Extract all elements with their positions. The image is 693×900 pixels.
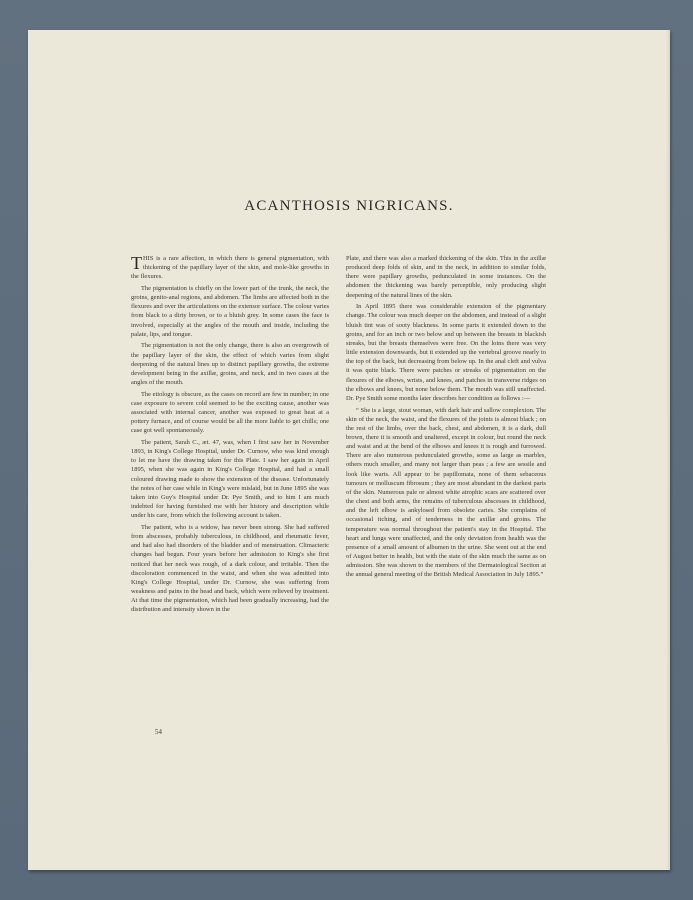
paragraph: Plate, and there was also a marked thickening of the skin. This in the axillæ produced deep folds of skin, and in the neck, in addition to similar folds, there were papillary growths, pedunculated in some instances. On the abdomen the thickening was barely perceptible, only producing slight deepening of the natural lines of the skin. (346, 255, 546, 299)
left-column (131, 254, 329, 617)
right-column (346, 254, 546, 582)
document-title: ACANTHOSIS NIGRICANS. (244, 198, 454, 214)
paragraph: In April 1895 there was considerable extension of the pigmentary change. The colour was much deeper on the abdomen, and instead of a slight bluish tint was of sooty blackness. In some parts it extended down to the groins, and for an inch or two below and up between the breasts in blackish streaks, but the breasts themselves were free. On the loins there was very little extension downwards, but it extended up the vertebral groove nearly to the top of the back, but decreasing from below up. In the anal cleft and vulva it was quite black. There were patches or streaks of pigmentation on the flexures of the elbows, wrists, and knees, and patches in transverse ridges on the elbows and knees, but none below them. The mouth was still unaffected. Dr. Pye Smith some months later describes her condition as follows :— (346, 303, 546, 402)
paragraph-text: HIS is a rare affection, in which there is general pigmentation, with thickening of the papillary layer of the skin, and mole-like growths in the flexures. (131, 255, 329, 281)
paper-sheet (28, 30, 670, 870)
paragraph: The patient, who is a widow, has never been strong. She had suffered from abscesses, probably tuberculous, in childhood, and rheumatic fever, and had also had disorders of the bladder and of menstruation. Climacteric changes had begun. Four years before her admission to King's she first noticed that her neck was rough, of a dark colour, and irritable. Then the discoloration commenced in the waist, and when she was admitted into King's College Hospital, under Dr. Curnow, she was suffering from weakness and pains in the head and back, which were relieved by treatment. At that time the pigmentation, which had been gradually increasing, had the distribution and intensity shown in the (131, 523, 329, 614)
paragraph: “ She is a large, stout woman, with dark hair and sallow complexion. The skin of the neck, the waist, and the flexures of the joints is almost black ; on the rest of the limbs, over the back, chest, and abdomen, it is a dark, dull brown, there it is smooth and unaltered, except in colour, but round the neck and waist and at the bend of the elbows and knees it is rough and furrowed. There are also numerous pedunculated growths, some as large as marbles, others much smaller, and many not larger than peas ; a few are sessile and look like warts. All appear to be papillomata, none of them sebaceous tumours or molluscum fibrosum ; they are most abundant in the darkest parts of the skin. Numerous pale or almost white atrophic scars are scattered over the chest and both arms, the remains of tuberculous abscesses in childhood, and the left elbow is ankylosed from obsolete caries. She complains of occasional itching, and of tenderness in the axillæ and groins. The temperature was normal throughout the patient's stay in the Hospital. The heart and lungs were unaffected, and the only deviation from health was the presence of a small amount of albumen in the urine. She went out at the end of August better in health, but with the state of the skin much the same as on admission. She was shown to the members of the Dermatological Section at the annual general meeting of the British Medical Association in July 1895.” (346, 406, 546, 579)
paragraph: The pigmentation is chiefly on the lower part of the trunk, the neck, the groins, genito-anal regions, and abdomen. The limbs are affected both in the flexures and over the articulations on the extensor surface. The colour varies from black to a dirty brown, or to a bluish grey. In some cases the face is involved, especially at the angles of the mouth and inside, including the palate, lips, and tongue. (131, 284, 329, 338)
drop-cap: T (131, 253, 142, 273)
paragraph: The patient, Sarah C., æt. 47, was, when I first saw her in November 1893, in King's College Hospital, under Dr. Curnow, who was kind enough to let me have the drawing taken for this Plate. I saw her again in April 1895, when she was again in King's College Hospital, and had a small coloured drawing made to show the extension of the disease. Unfortunately the notes of her case while in King's were mislaid, but in June 1895 she was taken into Guy's Hospital under Dr. Pye Smith, and to him I am much indebted for having furnished me with her history and description while under his care, from which the following account is taken. (131, 438, 329, 520)
paragraph: The etiology is obscure, as the cases on record are few in number; in one case exposure to severe cold seemed to be the exciting cause, another was associated with internal cancer, another was exposed to great heat at a pottery furnace, and of course would be all the more liable to get chills; one case got well spontaneously. (131, 390, 329, 435)
paragraph: The pigmentation is not the only change, there is also an overgrowth of the papillary layer of the skin, the effect of which varies from slight deepening of the natural lines up to distinct papillary growths, the extreme development being in the axillæ, groins, and neck, and in two cases at the angles of the mouth. (131, 342, 329, 387)
paragraph (131, 254, 329, 281)
page-number: 54 (155, 728, 162, 736)
